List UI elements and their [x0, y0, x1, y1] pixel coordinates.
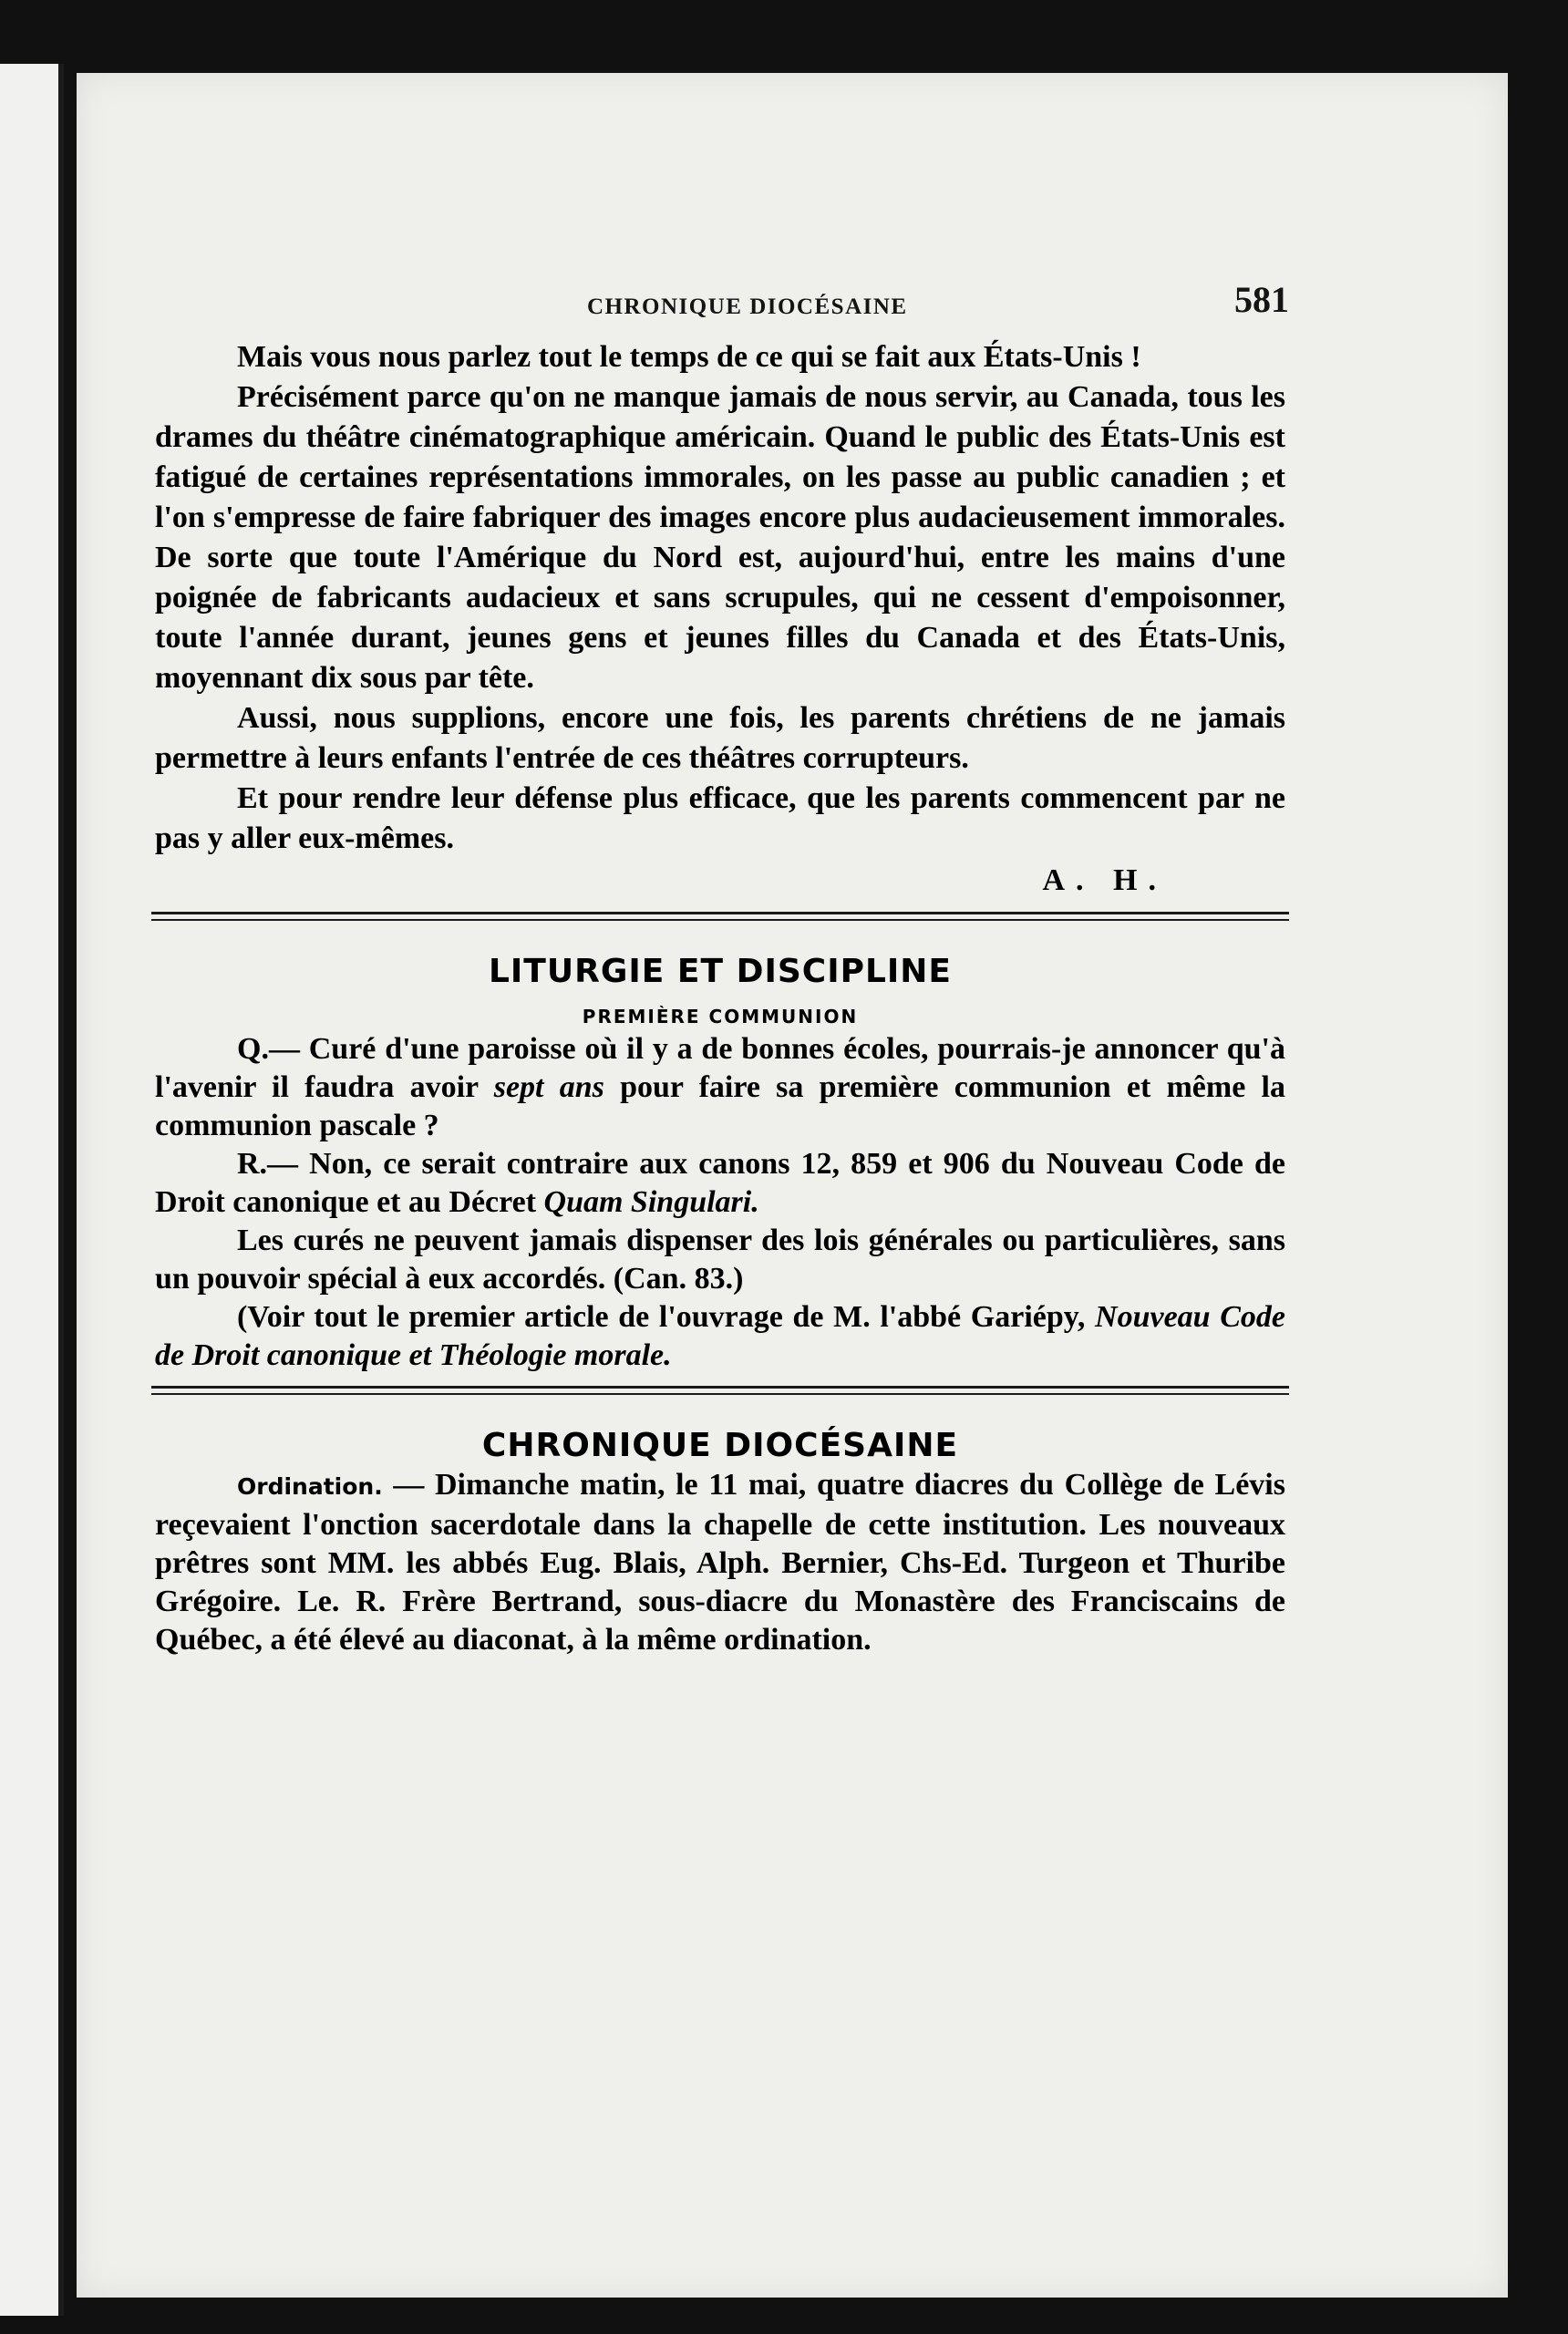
ordination-label: Ordination. [237, 1473, 383, 1500]
page-number: 581 [1234, 279, 1289, 320]
ordination-text: — Dimanche matin, le 11 mai, quatre diacres du Collège de Lévis reçevaient l'onction sacerdotale dans la chapelle de cette institution. Les nouveaux prêtres sont MM. les abbés Eug. Blais, Alph. Bernier, Chs-Ed. Turgeon et Thuribe Grégoire. Le. R. Frère Bertrand, sous-diacre du Monastère des Franciscains de Québec, a été élevé au diaconat, à la même ordination. [155, 1468, 1285, 1657]
section-divider-2 [151, 1386, 1289, 1395]
question-emphasis: sept ans [493, 1070, 604, 1104]
book-title: Nouveau Code de Droit canonique et Théologie morale. [155, 1300, 1285, 1372]
section-divider [151, 912, 1289, 921]
section-title-chronique: CHRONIQUE DIOCÉSAINE [481, 1427, 959, 1464]
decree-title: Quam Singulari. [543, 1185, 759, 1219]
page-body [155, 337, 1285, 1659]
article-paragraph-2: Précisément parce qu'on ne manque jamais de nous servir, au Canada, tous les drames du théâtre cinématographique américain. Quand le public des États-Unis est fatigué de certaines représentations immorales, on les passe au public canadien ; et l'on s'empresse de faire fabriquer des images encore plus audacieusement immorales. De sorte que toute l'Amérique du Nord est, aujourd'hui, entre les mains d'une poignée de fabricants audacieux et sans scrupules, qui ne cessent d'empoisonner, toute l'année durant, jeunes gens et jeunes filles du Canada et des États-Unis, moyennant dix sous par tête. [155, 380, 1285, 695]
section-title-liturgie: LITURGIE ET DISCIPLINE [488, 953, 953, 990]
question-paragraph [155, 1030, 1285, 1145]
running-head: CHRONIQUE DIOCÉSAINE [587, 294, 908, 319]
section-subtitle: PREMIÈRE COMMUNION [582, 1006, 859, 1028]
reference-paragraph [155, 1298, 1285, 1375]
article-paragraph-1: Mais vous nous parlez tout le temps de ce qui se fait aux États-Unis ! [237, 340, 1141, 374]
ordination-paragraph [155, 1466, 1285, 1659]
answer-paragraph [155, 1145, 1285, 1222]
question-text: Q.— Curé d'une paroisse où il y a de bonnes écoles, pourrais-je annoncer qu'à l'avenir il faudra avoir [155, 1032, 1285, 1104]
adjacent-page-edge [0, 64, 64, 2316]
page-header [77, 278, 1508, 333]
cures-paragraph: Les curés ne peuvent jamais dispenser des lois générales ou particulières, sans un pouvoir spécial à eux accordés. (Can. 83.) [155, 1224, 1285, 1296]
reference-text: (Voir tout le premier article de l'ouvrage de M. l'abbé Gariépy, [237, 1300, 1096, 1334]
question-text-end: pour faire sa première communion et même la communion pascale ? [155, 1070, 1285, 1142]
article-paragraph-4: Et pour rendre leur défense plus efficace, que les parents commencent par ne pas y aller eux-mêmes. [155, 781, 1285, 855]
signature: A. H. [1042, 863, 1167, 897]
answer-text: R.— Non, ce serait contraire aux canons 12, 859 et 906 du Nouveau Code de Droit canonique et au Décret [155, 1147, 1285, 1219]
article-paragraph-3: Aussi, nous supplions, encore une fois, les parents chrétiens de ne jamais permettre à leurs enfants l'entrée de ces théâtres corrupteurs. [155, 701, 1285, 775]
